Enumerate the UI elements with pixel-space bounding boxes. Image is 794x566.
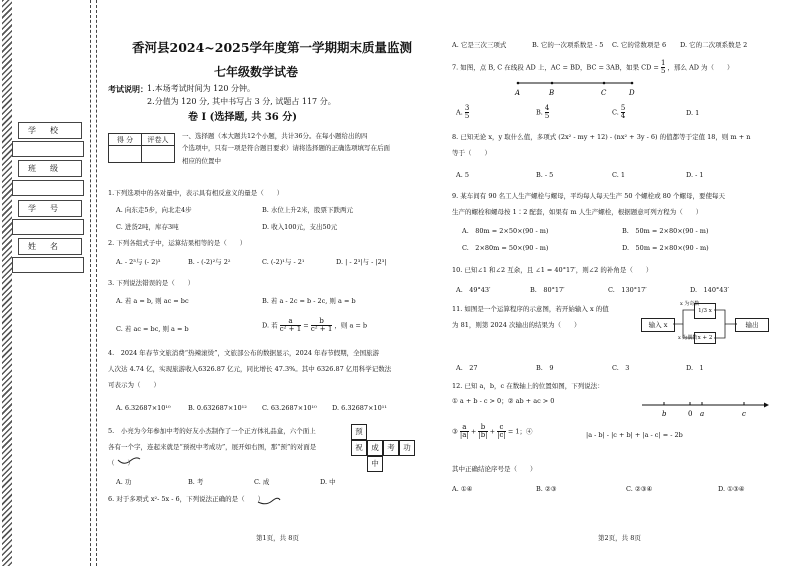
- q10-option-b[interactable]: B. 80°17′: [530, 286, 565, 294]
- q7-stem: 7. 如图，点 B, C 在线段 AD 上，AC = BD，BC = 3AB，如果 CD = $\frac{1}{5}$ ，那么 AD 为（ ）: [452, 59, 734, 75]
- q1-option-d[interactable]: D. 收入100元，支出50元: [262, 223, 338, 231]
- net-cell-cheng: 成: [367, 440, 383, 456]
- instructions-lead: 考试说明：: [108, 84, 148, 94]
- axis-b: b: [662, 410, 667, 418]
- q3-option-a[interactable]: A. 若 a = b, 则 ac = bc: [116, 297, 189, 305]
- q5-option-a[interactable]: A. 功: [116, 478, 132, 486]
- score-header: 得 分: [109, 134, 142, 146]
- q12-statement-3-4: ③ $\frac{a}{|a|}$ + $\frac{b}{|b|}$ + $\frac{c}{|c|}$ = 1；④: [452, 423, 533, 439]
- q8-line2: 等于（ ）: [452, 149, 491, 157]
- q7-point-c: C: [601, 89, 607, 97]
- q3-stem: 3. 下列说法错误的是（ ）: [108, 279, 195, 287]
- q4-option-c[interactable]: C. 63.2687×10¹⁰: [262, 404, 317, 412]
- q9-line1: 9. 某车间有 90 名工人生产螺栓与螺母，平均每人每天生产 50 个螺栓或 80 个螺母，要使每天: [452, 192, 725, 200]
- q12-statement-4: |a - b| - |c + b| + |a - c| = - 2b: [586, 431, 683, 439]
- q1-option-b[interactable]: B. 水位上升2米，股票下跌两元: [262, 206, 354, 214]
- q7-option-a[interactable]: A. $\frac{3}{5}$: [456, 104, 470, 120]
- q6-option-a[interactable]: A. 它是三次三项式: [452, 41, 507, 49]
- flow-odd-label: x 为奇数: [680, 301, 700, 307]
- school-field[interactable]: [12, 141, 84, 157]
- q10-option-a[interactable]: A. 49°43′: [456, 286, 491, 294]
- flow-even-label: x 为偶数: [678, 335, 698, 341]
- q3-option-c[interactable]: C. 若 ac = bc, 则 a = b: [116, 325, 189, 333]
- page1-footer: 第1页，共 8页: [256, 534, 299, 542]
- q6-stem: 6. 对于多项式 x²- 5x - 6，下列说法正确的是（ ）: [108, 495, 265, 503]
- q9-option-b[interactable]: B. 50m = 2×80×(90 - m): [622, 227, 709, 235]
- q10-option-d[interactable]: D. 140°43′: [690, 286, 729, 294]
- q2-option-d[interactable]: D. | - 2³|与 - |2³|: [336, 258, 387, 266]
- q1-option-c[interactable]: C. 进货2吨，库存3吨: [116, 223, 179, 231]
- q1-option-a[interactable]: A. 向东走5步，向北走4步: [116, 206, 192, 214]
- net-cell-gong: 功: [399, 440, 415, 456]
- page2-footer: 第2页，共 8页: [598, 534, 641, 542]
- axis-a: a: [700, 410, 705, 418]
- score-cell[interactable]: [109, 146, 142, 163]
- q12-option-c[interactable]: C. ②③④: [626, 485, 653, 493]
- exam-title: 香河县2024~2025学年度第一学期期末质量监测: [132, 40, 413, 55]
- q9-option-a[interactable]: A. 80m = 2×50×(90 - m): [462, 227, 549, 235]
- q2-option-b[interactable]: B. - (-2)²与 2²: [188, 258, 231, 266]
- axis-zero: 0: [688, 410, 693, 418]
- q8-option-d[interactable]: D. - 1: [686, 171, 704, 179]
- q7-option-b[interactable]: B. $\frac{4}{5}$: [536, 104, 550, 120]
- q2-option-a[interactable]: A. - 2³与 (- 2)³: [116, 258, 161, 266]
- q5-option-b[interactable]: B. 考: [188, 478, 204, 486]
- q4-option-d[interactable]: D. 6.32687×10¹¹: [332, 404, 387, 412]
- q11-option-d[interactable]: D. 1: [686, 364, 704, 372]
- grader-cell[interactable]: [142, 146, 175, 163]
- q3-d-frac1: $\frac{a}{\text{c² + 1}}$: [279, 317, 302, 333]
- q4-line3: 可表示为（ ）: [108, 381, 160, 389]
- q3-d-prefix: D. 若: [262, 321, 278, 330]
- q12-ask: 其中正确结论序号是（ ）: [452, 465, 537, 473]
- score-table: [108, 133, 175, 163]
- label-name: 姓名: [18, 238, 82, 255]
- axis-c: c: [742, 410, 746, 418]
- net-cell-yu: 预: [351, 424, 367, 440]
- net-cell-zhu: 祝: [351, 440, 367, 456]
- handwritten-mark: [116, 456, 142, 466]
- q9-line2: 生产的螺栓和螺母按 1∶2 配套，如果有 m 人生产螺栓，根据题意可列方程为（ ）: [452, 208, 703, 216]
- q7-option-d[interactable]: D. 1: [686, 109, 700, 117]
- cut-line-inner: [96, 0, 97, 566]
- instructions-line1: 1.本场考试时间为 120 分钟。: [147, 84, 255, 93]
- q2-stem: 2. 下列各组式子中，运算结果相等的是（ ）: [108, 239, 247, 247]
- flow-add: x + 2: [694, 332, 716, 344]
- q7-frac: $\frac{1}{5}$: [660, 59, 666, 75]
- q12-option-a[interactable]: A. ①④: [452, 485, 473, 493]
- q4-line1: 4. 2024 年春节文旅消费“热辣滚烫”，文旅部公布的数据显示，2024 年春节假期，全国旅游: [108, 349, 380, 357]
- q12-number-line: [640, 398, 770, 420]
- net-cell-zhong: 中: [367, 456, 383, 472]
- q12-statement-1-2: ① a + b - c > 0；② ab + ac > 0: [452, 397, 555, 405]
- q10-stem: 10. 已知∠1 和∠2 互余，且 ∠1 = 40°17′，则∠2 的补角是（ ）: [452, 266, 653, 274]
- q11-line1: 11. 如图是一个运算程序的示意图，若开始输入 x 的值: [452, 305, 609, 313]
- q4-option-b[interactable]: B. 0.632687×10¹²: [188, 404, 247, 412]
- q3-d-suffix: ，则 a = b: [334, 321, 368, 330]
- q7-point-b: B: [549, 89, 555, 97]
- q5-option-c[interactable]: C. 成: [254, 478, 270, 486]
- label-class: 班级: [18, 160, 82, 177]
- q11-option-a[interactable]: A. 27: [456, 364, 478, 372]
- instructions-line2: 2.分值为 120 分, 其中书写占 3 分, 试题占 117 分。: [147, 97, 336, 106]
- q7-point-d: D: [629, 89, 635, 97]
- q3-option-b[interactable]: B. 若 a - 2c = b - 2c, 则 a = b: [262, 297, 356, 305]
- class-field[interactable]: [12, 180, 84, 196]
- q3-d-eq: =: [303, 321, 309, 330]
- q3-d-frac2: $\frac{b}{\text{c² + 1}}$: [310, 317, 333, 333]
- q5-option-d[interactable]: D. 中: [320, 478, 336, 486]
- binding-strip: [0, 0, 100, 566]
- section1-title: 卷 Ⅰ (选择题, 共 36 分): [188, 112, 297, 123]
- q4-line2: 人次达 4.74 亿，实现旅游收入6326.87 亿元，同比增长 47.3%。其中 6326.87 亿用科学记数法: [108, 365, 392, 373]
- q8-line1: 8. 已知无论 x，y 取什么值，多项式 (2x² - my + 12) - (nx² + 3y - 6) 的值都等于定值 18，则 m + n: [452, 133, 751, 141]
- flow-divide: 1/3 x: [694, 303, 716, 319]
- q8-option-c[interactable]: C. 1: [612, 171, 626, 179]
- section1-intro-3: 相应的位置中: [182, 157, 221, 165]
- exam-subtitle: 七年级数学试卷: [214, 65, 299, 79]
- q4-option-a[interactable]: A. 6.32687×10¹⁰: [116, 404, 171, 412]
- q3-option-d[interactable]: [262, 318, 367, 333]
- section1-intro-2: 个选项中，只有一项是符合题目要求）请将选择题的正确选项填写在后面: [182, 144, 390, 152]
- section1-intro-1: 一、选择题（本大题共12个小题，共计36分。在每小题给出的四: [182, 132, 368, 140]
- q7-option-c[interactable]: C. $\frac{5}{4}$: [612, 104, 626, 120]
- q11-option-c[interactable]: C. 3: [612, 364, 630, 372]
- q6-option-c[interactable]: C. 它的常数项是 6: [612, 41, 667, 49]
- student-id-field[interactable]: [12, 219, 84, 235]
- q5-line2: 各有一个字，连起来就是“预祝中考成功”，展开如右图，那“预”的对面是: [108, 443, 317, 451]
- q8-option-b[interactable]: B. - 5: [536, 171, 554, 179]
- binding-hatch: [2, 0, 12, 566]
- flow-output: 输出: [735, 318, 769, 332]
- q2-option-c[interactable]: C. (-2)¹与 - 2¹: [262, 258, 305, 266]
- q5-line1: 5. 小亮为今年参加中考的好友小杰制作了一个正方体礼品盒，六个面上: [108, 427, 316, 435]
- q1-stem: 1.下列选项中的各对量中，表示具有相反意义的量是（ ）: [108, 189, 284, 197]
- q7-point-a: A: [515, 89, 521, 97]
- grader-header: 评卷人: [142, 134, 175, 146]
- q12-option-b[interactable]: B. ②③: [536, 485, 557, 493]
- flow-arrows: [673, 308, 737, 340]
- q10-option-c[interactable]: C. 130°17′: [608, 286, 647, 294]
- q6-option-d[interactable]: D. 它的二次项系数是 2: [680, 41, 748, 49]
- net-cell-kao: 考: [383, 440, 399, 456]
- q12-stem: 12. 已知 a，b，c 在数轴上的位置如图，下列说法：: [452, 382, 604, 390]
- label-student-id: 学号: [18, 200, 82, 217]
- name-field[interactable]: [12, 257, 84, 273]
- q11-line2: 为 81，则第 2024 次输出的结果为（ ）: [452, 321, 581, 329]
- label-school: 学校: [18, 122, 82, 139]
- q8-option-a[interactable]: A. 5: [456, 171, 469, 179]
- handwritten-mark-2: [256, 496, 282, 506]
- q7-segment-diagram: [510, 78, 650, 98]
- q9-option-d[interactable]: D. 50m = 2×80×(90 - m): [622, 244, 709, 252]
- flow-input: 输入 x: [641, 318, 675, 332]
- q11-option-b[interactable]: B. 9: [536, 364, 554, 372]
- q5-line3: （ ）: [108, 459, 134, 467]
- q6-option-b[interactable]: B. 它的一次项系数是 - 5: [532, 41, 604, 49]
- q12-option-d[interactable]: D. ①③④: [718, 485, 745, 493]
- q9-option-c[interactable]: C. 2×80m = 50×(90 - m): [462, 244, 549, 252]
- cut-line: [90, 0, 91, 566]
